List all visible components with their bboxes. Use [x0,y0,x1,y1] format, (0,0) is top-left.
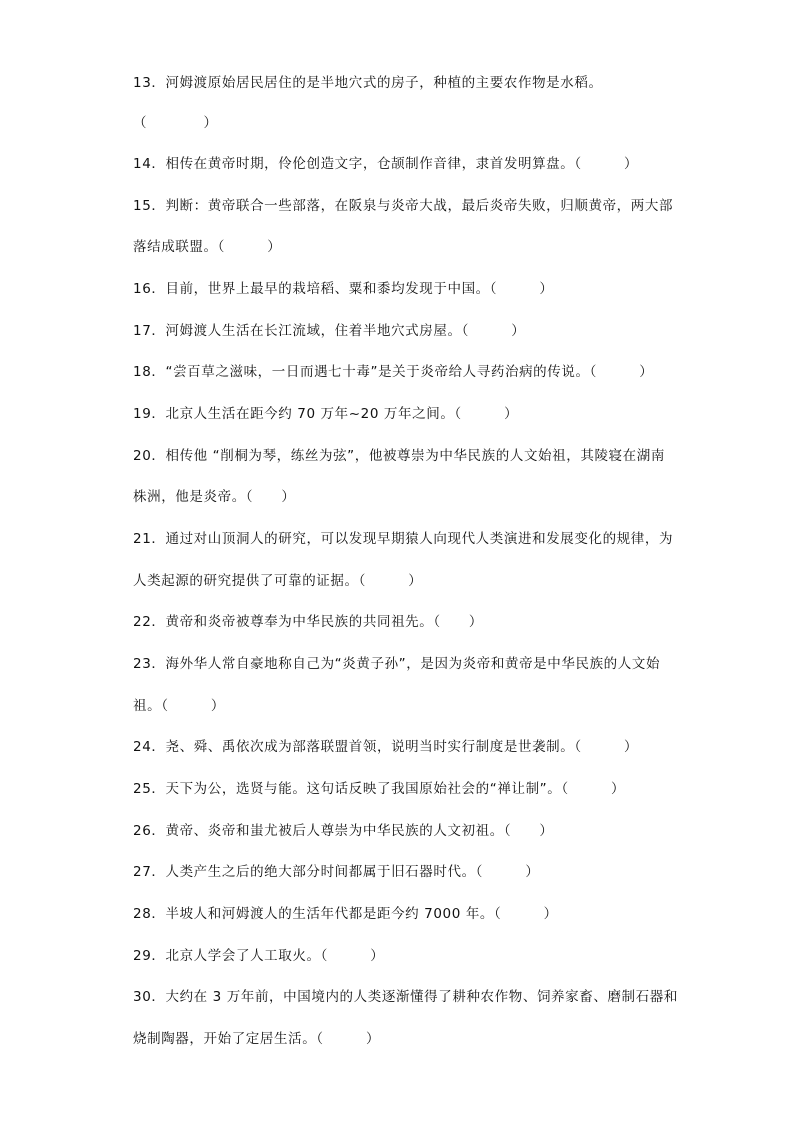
question-23-line-1: 23．海外华人常自豪地称自己为“炎黄子孙”，是因为炎帝和黄帝是中华民族的人文始 [133,656,661,672]
question-21-line-1: 21．通过对山顶洞人的研究，可以发现早期猿人向现代人类演进和发展变化的规律，为 [133,531,674,547]
question-16-line-1: 16．目前，世界上最早的栽培稻、粟和黍均发现于中国。（ ） [133,281,554,297]
question-23-line-2: 祖。（ ） [133,698,225,714]
question-13-line-2: （ ） [133,115,218,131]
question-28-line-1: 28．半坡人和河姆渡人的生活年代都是距今约 7000 年。（ ） [133,906,558,922]
question-27-line-1: 27．人类产生之后的绝大部分时间都属于旧石器时代。（ ） [133,864,540,880]
question-13-line-1: 13．河姆渡原始居民居住的是半地穴式的房子，种植的主要农作物是水稻。 [133,75,603,91]
question-20-line-2: 株洲，他是炎帝。（ ） [133,489,296,505]
question-26-line-1: 26．黄帝、炎帝和蚩尤被后人尊崇为中华民族的人文初祖。（ ） [133,823,554,839]
question-18-line-1: 18．“尝百草之滋味，一日而遇七十毒”是关于炎帝给人寻药治病的传说。（ ） [133,364,654,380]
question-15-line-1: 15．判断：黄帝联合一些部落，在阪泉与炎帝大战，最后炎帝失败，归顺黄帝，两大部 [133,198,674,214]
question-22-line-1: 22．黄帝和炎帝被尊奉为中华民族的共同祖先。（ ） [133,614,484,630]
question-30-line-1: 30．大约在 3 万年前，中国境内的人类逐渐懂得了耕种农作物、饲养家畜、磨制石器和 [133,989,678,1005]
question-15-line-2: 落结成联盟。（ ） [133,239,282,255]
question-25-line-1: 25．天下为公，选贤与能。这句话反映了我国原始社会的“禅让制”。（ ） [133,781,626,797]
question-24-line-1: 24．尧、舜、禹依次成为部落联盟首领，说明当时实行制度是世袭制。（ ） [133,739,639,755]
question-19-line-1: 19．北京人生活在距今约 70 万年~20 万年之间。（ ） [133,406,519,422]
question-17-line-1: 17．河姆渡人生活在长江流域，住着半地穴式房屋。（ ） [133,323,526,339]
question-29-line-1: 29．北京人学会了人工取火。（ ） [133,948,385,964]
question-20-line-1: 20．相传他 “削桐为琴，练丝为弦”，他被尊崇为中华民族的人文始祖，其陵寝在湖南 [133,448,665,464]
question-21-line-2: 人类起源的研究提供了可靠的证据。（ ） [133,573,423,589]
question-14-line-1: 14．相传在黄帝时期，伶伦创造文字，仓颉制作音律，隶首发明算盘。（ ） [133,156,639,172]
question-30-line-2: 烧制陶器，开始了定居生活。（ ） [133,1031,381,1047]
